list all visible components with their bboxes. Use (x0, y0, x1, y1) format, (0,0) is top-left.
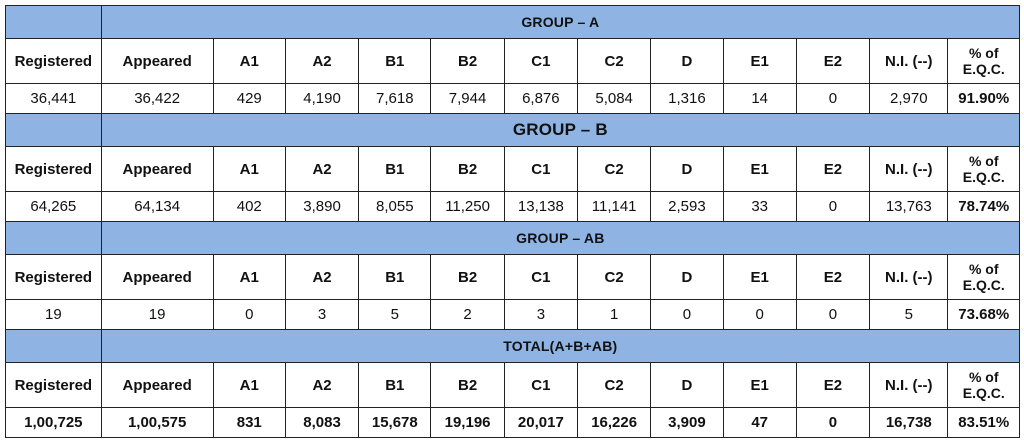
column-header-c2: C2 (578, 363, 651, 408)
column-header-a1: A1 (213, 39, 285, 84)
group-title-row (6, 6, 1020, 39)
column-header-registered: Registered (6, 255, 102, 300)
cell-e1: 0 (723, 300, 796, 330)
column-header-b2: B2 (431, 147, 504, 192)
cell-e2: 0 (796, 192, 869, 222)
column-header-a1: A1 (213, 147, 285, 192)
cell-appeared: 64,134 (101, 192, 213, 222)
column-header-e2: E2 (796, 147, 869, 192)
cell-registered: 19 (6, 300, 102, 330)
cell-c1: 3 (504, 300, 577, 330)
column-header-e2: E2 (796, 255, 869, 300)
results-table (5, 5, 1020, 438)
cell-c1: 20,017 (504, 408, 577, 438)
column-header-b2: B2 (431, 255, 504, 300)
column-header-a1: A1 (213, 363, 285, 408)
cell-registered: 1,00,725 (6, 408, 102, 438)
cell-appeared: 36,422 (101, 84, 213, 114)
cell-c2: 11,141 (578, 192, 651, 222)
column-header-ni: N.I. (--) (870, 39, 948, 84)
column-header-d: D (651, 39, 723, 84)
cell-eqc: 83.51% (948, 408, 1020, 438)
cell-b1: 8,055 (359, 192, 431, 222)
cell-c2: 1 (578, 300, 651, 330)
blank-corner-cell (6, 222, 102, 255)
table-row (6, 192, 1020, 222)
column-header-b1: B1 (359, 255, 431, 300)
cell-registered: 64,265 (6, 192, 102, 222)
cell-a1: 429 (213, 84, 285, 114)
column-header-c1: C1 (504, 39, 577, 84)
cell-d: 3,909 (651, 408, 723, 438)
column-header-b1: B1 (359, 39, 431, 84)
column-header-b2: B2 (431, 363, 504, 408)
cell-b1: 7,618 (359, 84, 431, 114)
cell-b2: 7,944 (431, 84, 504, 114)
cell-appeared: 1,00,575 (101, 408, 213, 438)
column-header-row (6, 255, 1020, 300)
cell-b2: 19,196 (431, 408, 504, 438)
cell-d: 0 (651, 300, 723, 330)
cell-b1: 15,678 (359, 408, 431, 438)
cell-e1: 47 (723, 408, 796, 438)
cell-a1: 402 (213, 192, 285, 222)
column-header-appeared: Appeared (101, 147, 213, 192)
cell-a1: 831 (213, 408, 285, 438)
column-header-ni: N.I. (--) (870, 147, 948, 192)
column-header-a1: A1 (213, 255, 285, 300)
cell-a2: 8,083 (285, 408, 358, 438)
column-header-c2: C2 (578, 255, 651, 300)
column-header-row (6, 39, 1020, 84)
group-title-row (6, 114, 1020, 147)
cell-ni: 5 (870, 300, 948, 330)
group-title-row (6, 222, 1020, 255)
column-header-b1: B1 (359, 363, 431, 408)
column-header-c1: C1 (504, 255, 577, 300)
cell-a1: 0 (213, 300, 285, 330)
cell-c2: 5,084 (578, 84, 651, 114)
table-body (6, 6, 1020, 438)
cell-b2: 2 (431, 300, 504, 330)
cell-c1: 6,876 (504, 84, 577, 114)
cell-ni: 13,763 (870, 192, 948, 222)
cell-e2: 0 (796, 408, 869, 438)
cell-c1: 13,138 (504, 192, 577, 222)
column-header-appeared: Appeared (101, 255, 213, 300)
cell-e1: 33 (723, 192, 796, 222)
blank-corner-cell (6, 6, 102, 39)
table-row (6, 408, 1020, 438)
cell-eqc: 91.90% (948, 84, 1020, 114)
column-header-d: D (651, 147, 723, 192)
group-title: GROUP – AB (101, 222, 1019, 255)
blank-corner-cell (6, 330, 102, 363)
column-header-registered: Registered (6, 147, 102, 192)
cell-a2: 3,890 (285, 192, 358, 222)
column-header-c1: C1 (504, 147, 577, 192)
column-header-registered: Registered (6, 363, 102, 408)
column-header-appeared: Appeared (101, 363, 213, 408)
column-header-d: D (651, 363, 723, 408)
cell-a2: 4,190 (285, 84, 358, 114)
group-title: GROUP – A (101, 6, 1019, 39)
column-header-a2: A2 (285, 363, 358, 408)
column-header-appeared: Appeared (101, 39, 213, 84)
cell-b2: 11,250 (431, 192, 504, 222)
group-title: TOTAL(A+B+AB) (101, 330, 1019, 363)
table-row (6, 84, 1020, 114)
cell-e1: 14 (723, 84, 796, 114)
cell-ni: 16,738 (870, 408, 948, 438)
column-header-row (6, 363, 1020, 408)
cell-appeared: 19 (101, 300, 213, 330)
cell-eqc: 78.74% (948, 192, 1020, 222)
column-header-e1: E1 (723, 363, 796, 408)
column-header-e2: E2 (796, 39, 869, 84)
cell-d: 1,316 (651, 84, 723, 114)
column-header-e1: E1 (723, 255, 796, 300)
column-header-e1: E1 (723, 147, 796, 192)
blank-corner-cell (6, 114, 102, 147)
cell-d: 2,593 (651, 192, 723, 222)
column-header-eqc: % of E.Q.C. (948, 147, 1020, 192)
column-header-eqc: % of E.Q.C. (948, 255, 1020, 300)
column-header-e1: E1 (723, 39, 796, 84)
group-title: GROUP – B (101, 114, 1019, 147)
column-header-eqc: % of E.Q.C. (948, 39, 1020, 84)
cell-registered: 36,441 (6, 84, 102, 114)
cell-e2: 0 (796, 84, 869, 114)
column-header-d: D (651, 255, 723, 300)
cell-a2: 3 (285, 300, 358, 330)
column-header-ni: N.I. (--) (870, 255, 948, 300)
cell-e2: 0 (796, 300, 869, 330)
group-title-row (6, 330, 1020, 363)
column-header-a2: A2 (285, 255, 358, 300)
cell-eqc: 73.68% (948, 300, 1020, 330)
column-header-b1: B1 (359, 147, 431, 192)
cell-ni: 2,970 (870, 84, 948, 114)
column-header-c1: C1 (504, 363, 577, 408)
column-header-c2: C2 (578, 147, 651, 192)
column-header-a2: A2 (285, 39, 358, 84)
cell-c2: 16,226 (578, 408, 651, 438)
cell-b1: 5 (359, 300, 431, 330)
column-header-b2: B2 (431, 39, 504, 84)
column-header-row (6, 147, 1020, 192)
table-row (6, 300, 1020, 330)
column-header-c2: C2 (578, 39, 651, 84)
column-header-a2: A2 (285, 147, 358, 192)
column-header-ni: N.I. (--) (870, 363, 948, 408)
column-header-eqc: % of E.Q.C. (948, 363, 1020, 408)
column-header-registered: Registered (6, 39, 102, 84)
column-header-e2: E2 (796, 363, 869, 408)
